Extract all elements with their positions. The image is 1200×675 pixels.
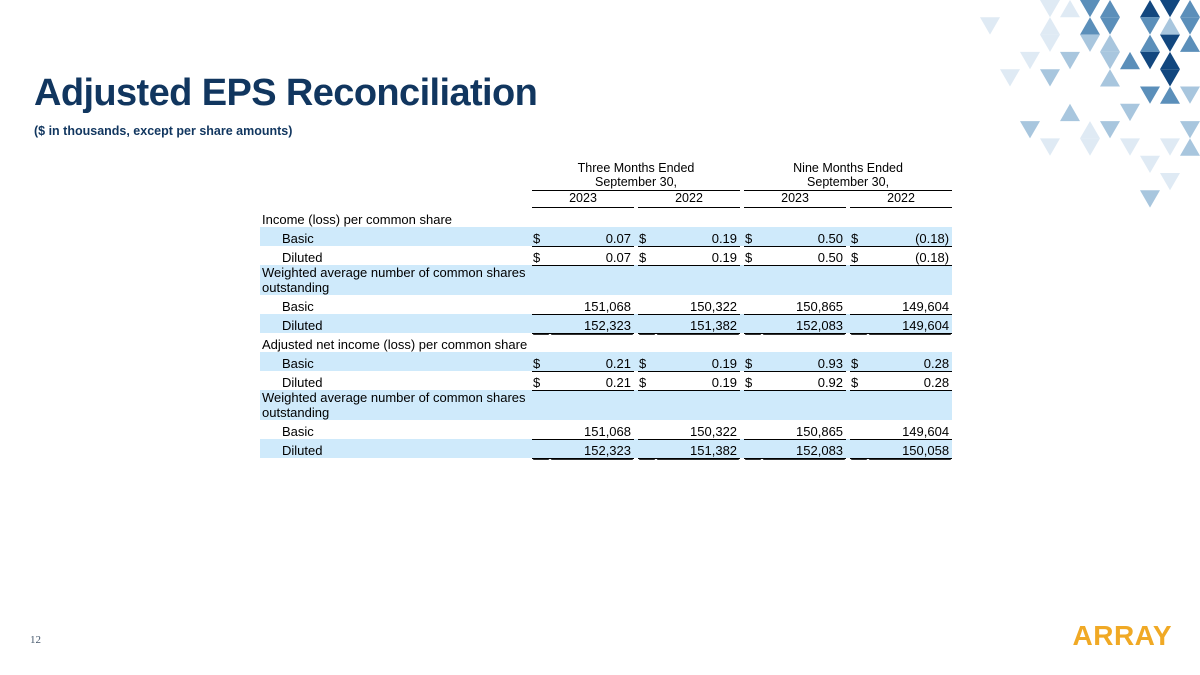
cell-value: 151,382 — [656, 314, 740, 333]
currency-symbol: $ — [744, 371, 762, 390]
table-row — [260, 352, 952, 371]
mosaic-triangle — [1100, 52, 1120, 69]
mosaic-triangle — [1040, 138, 1060, 155]
row-label: Basic — [282, 424, 314, 439]
currency-symbol — [744, 390, 762, 420]
currency-symbol: $ — [850, 371, 868, 390]
table-row — [260, 314, 952, 333]
currency-symbol — [638, 439, 656, 458]
cell-value: 150,322 — [656, 420, 740, 439]
cell-value: 0.07 — [550, 246, 634, 265]
currency-symbol — [850, 439, 868, 458]
group-header-row — [260, 162, 952, 189]
mosaic-triangle — [1060, 0, 1080, 17]
group-0-line1: Three Months Ended — [577, 161, 695, 175]
triangle-mosaic-decoration — [980, 0, 1200, 220]
currency-symbol: $ — [532, 371, 550, 390]
mosaic-triangle — [1100, 69, 1120, 86]
currency-symbol: $ — [744, 227, 762, 246]
year-col-1: 2022 — [675, 191, 703, 205]
currency-symbol: $ — [850, 352, 868, 371]
financial-table-container — [260, 161, 950, 459]
cell-value — [868, 208, 952, 227]
cell-value — [762, 333, 846, 352]
table-row — [260, 227, 952, 246]
mosaic-triangle — [1160, 138, 1180, 155]
currency-symbol — [850, 295, 868, 314]
currency-symbol — [532, 295, 550, 314]
row-label: Adjusted net income (loss) per common share — [262, 337, 528, 352]
table-row — [260, 333, 952, 352]
mosaic-triangle — [1180, 87, 1200, 104]
mosaic-triangle — [1120, 104, 1140, 121]
table-header — [260, 162, 952, 208]
cell-value: 0.28 — [868, 371, 952, 390]
cell-value — [762, 208, 846, 227]
mosaic-triangle — [1080, 138, 1100, 155]
row-label: Diluted — [282, 375, 323, 390]
row-label: Weighted average number of common shares outstanding — [260, 390, 532, 420]
currency-symbol: $ — [638, 371, 656, 390]
currency-symbol — [744, 208, 762, 227]
cell-value — [550, 208, 634, 227]
table-row — [260, 390, 952, 420]
mosaic-triangle — [1080, 121, 1100, 138]
table-row — [260, 208, 952, 227]
cell-value: 149,604 — [868, 420, 952, 439]
mosaic-triangle — [1180, 35, 1200, 52]
mosaic-triangle — [1160, 17, 1180, 34]
cell-value: 149,604 — [868, 314, 952, 333]
mosaic-triangle — [1120, 138, 1140, 155]
row-label: Weighted average number of common shares outstanding — [260, 265, 532, 295]
mosaic-triangle — [1140, 190, 1160, 207]
table-body — [260, 208, 952, 458]
currency-symbol — [638, 333, 656, 352]
currency-symbol — [744, 314, 762, 333]
mosaic-triangle — [1080, 35, 1100, 52]
table-row — [260, 295, 952, 314]
mosaic-triangle — [1100, 17, 1120, 34]
currency-symbol — [850, 208, 868, 227]
cell-value: 0.19 — [656, 352, 740, 371]
currency-symbol — [850, 333, 868, 352]
cell-value — [656, 208, 740, 227]
cell-value: 150,865 — [762, 420, 846, 439]
currency-symbol: $ — [638, 227, 656, 246]
currency-symbol — [532, 333, 550, 352]
page-title: Adjusted EPS Reconciliation — [34, 72, 538, 114]
group-header-three-months — [532, 162, 740, 189]
cell-value: 0.50 — [762, 227, 846, 246]
cell-value: 150,322 — [656, 295, 740, 314]
mosaic-triangle — [1160, 35, 1180, 52]
row-label: Basic — [260, 227, 532, 246]
currency-symbol — [744, 295, 762, 314]
currency-symbol — [532, 420, 550, 439]
cell-value — [550, 390, 634, 420]
mosaic-triangle — [1140, 156, 1160, 173]
mosaic-triangle — [1140, 35, 1160, 52]
mosaic-triangle — [1020, 121, 1040, 138]
group-header-nine-months — [744, 162, 952, 189]
cell-value: 152,083 — [762, 314, 846, 333]
currency-symbol — [744, 333, 762, 352]
mosaic-triangle — [1040, 69, 1060, 86]
cell-value — [656, 333, 740, 352]
currency-symbol — [850, 390, 868, 420]
mosaic-triangle — [1040, 0, 1060, 17]
cell-value — [656, 390, 740, 420]
currency-symbol: $ — [638, 246, 656, 265]
year-header-row — [260, 191, 952, 205]
mosaic-triangle — [1120, 52, 1140, 69]
cell-value: 0.21 — [550, 371, 634, 390]
currency-symbol — [638, 265, 656, 295]
currency-symbol — [638, 390, 656, 420]
cell-value: 0.19 — [656, 246, 740, 265]
currency-symbol — [638, 208, 656, 227]
mosaic-triangle — [1060, 52, 1080, 69]
table-row — [260, 265, 952, 295]
cell-value — [868, 390, 952, 420]
mosaic-triangle — [1180, 121, 1200, 138]
row-label: Diluted — [260, 314, 532, 333]
currency-symbol: $ — [744, 246, 762, 265]
group-1-line1: Nine Months Ended — [793, 161, 903, 175]
cell-value: 149,604 — [868, 295, 952, 314]
currency-symbol: $ — [532, 227, 550, 246]
cell-value: 152,083 — [762, 439, 846, 458]
cell-value: 0.50 — [762, 246, 846, 265]
mosaic-triangle — [1100, 0, 1120, 17]
mosaic-triangle — [1040, 35, 1060, 52]
group-header-spacer — [260, 162, 532, 189]
currency-symbol: $ — [532, 352, 550, 371]
mosaic-triangle — [1080, 0, 1100, 17]
currency-symbol — [532, 390, 550, 420]
row-label: Diluted — [282, 250, 323, 265]
cell-value — [550, 265, 634, 295]
cell-value — [868, 265, 952, 295]
currency-symbol: $ — [532, 246, 550, 265]
page-subtitle: ($ in thousands, except per share amounts) — [34, 124, 293, 138]
currency-symbol — [850, 420, 868, 439]
cell-value: 0.19 — [656, 371, 740, 390]
currency-symbol: $ — [638, 352, 656, 371]
cell-value: 0.92 — [762, 371, 846, 390]
mosaic-triangle — [1180, 0, 1200, 17]
cell-value: 0.93 — [762, 352, 846, 371]
row-label: Basic — [282, 299, 314, 314]
page-number: 12 — [30, 634, 41, 646]
cell-value: (0.18) — [868, 227, 952, 246]
currency-symbol — [532, 208, 550, 227]
year-col-2: 2023 — [781, 191, 809, 205]
row-label: Income (loss) per common share — [262, 212, 453, 227]
cell-value: (0.18) — [868, 246, 952, 265]
currency-symbol — [638, 314, 656, 333]
year-col-3: 2022 — [887, 191, 915, 205]
adjusted-eps-table — [260, 162, 952, 459]
currency-symbol — [850, 314, 868, 333]
row-label: Basic — [260, 352, 532, 371]
cell-value — [868, 333, 952, 352]
cell-value: 150,058 — [868, 439, 952, 458]
cell-value — [656, 265, 740, 295]
cell-value: 152,323 — [550, 439, 634, 458]
mosaic-triangle — [1140, 87, 1160, 104]
table-row — [260, 439, 952, 458]
cell-value: 0.21 — [550, 352, 634, 371]
cell-value: 152,323 — [550, 314, 634, 333]
currency-symbol: $ — [850, 227, 868, 246]
cell-value: 0.28 — [868, 352, 952, 371]
cell-value: 151,068 — [550, 295, 634, 314]
cell-value — [550, 333, 634, 352]
mosaic-triangle — [1080, 17, 1100, 34]
currency-symbol — [744, 439, 762, 458]
currency-symbol — [850, 265, 868, 295]
mosaic-triangle — [1100, 35, 1120, 52]
mosaic-triangle — [1040, 17, 1060, 34]
currency-symbol — [638, 295, 656, 314]
year-col-0: 2023 — [569, 191, 597, 205]
currency-symbol — [744, 265, 762, 295]
mosaic-triangle — [1140, 52, 1160, 69]
mosaic-triangle — [1020, 52, 1040, 69]
currency-symbol — [744, 420, 762, 439]
mosaic-triangle — [1140, 0, 1160, 17]
currency-symbol: $ — [744, 352, 762, 371]
mosaic-triangle — [1060, 104, 1080, 121]
mosaic-triangle — [1160, 52, 1180, 69]
table-row — [260, 371, 952, 390]
cell-value: 0.19 — [656, 227, 740, 246]
cell-value — [762, 265, 846, 295]
cell-value: 0.07 — [550, 227, 634, 246]
year-header-spacer — [260, 191, 532, 205]
currency-symbol — [638, 420, 656, 439]
currency-symbol — [532, 314, 550, 333]
table-row — [260, 246, 952, 265]
currency-symbol — [532, 439, 550, 458]
row-label: Diluted — [260, 439, 532, 458]
mosaic-triangle — [1160, 0, 1180, 17]
group-0-line2: September 30, — [595, 174, 678, 189]
mosaic-triangle — [1180, 17, 1200, 34]
cell-value: 151,382 — [656, 439, 740, 458]
currency-symbol: $ — [850, 246, 868, 265]
mosaic-triangle — [1140, 17, 1160, 34]
mosaic-triangle — [1160, 69, 1180, 86]
mosaic-triangle — [1160, 87, 1180, 104]
mosaic-triangle — [1180, 138, 1200, 155]
array-logo: ARRAY — [1072, 620, 1172, 651]
cell-value: 151,068 — [550, 420, 634, 439]
currency-symbol — [532, 265, 550, 295]
cell-value: 150,865 — [762, 295, 846, 314]
cell-value — [762, 390, 846, 420]
table-row — [260, 420, 952, 439]
group-1-line2: September 30, — [807, 174, 890, 189]
mosaic-triangle — [980, 17, 1000, 34]
mosaic-triangle — [1000, 69, 1020, 86]
mosaic-triangle — [1160, 173, 1180, 190]
mosaic-triangle — [1100, 121, 1120, 138]
